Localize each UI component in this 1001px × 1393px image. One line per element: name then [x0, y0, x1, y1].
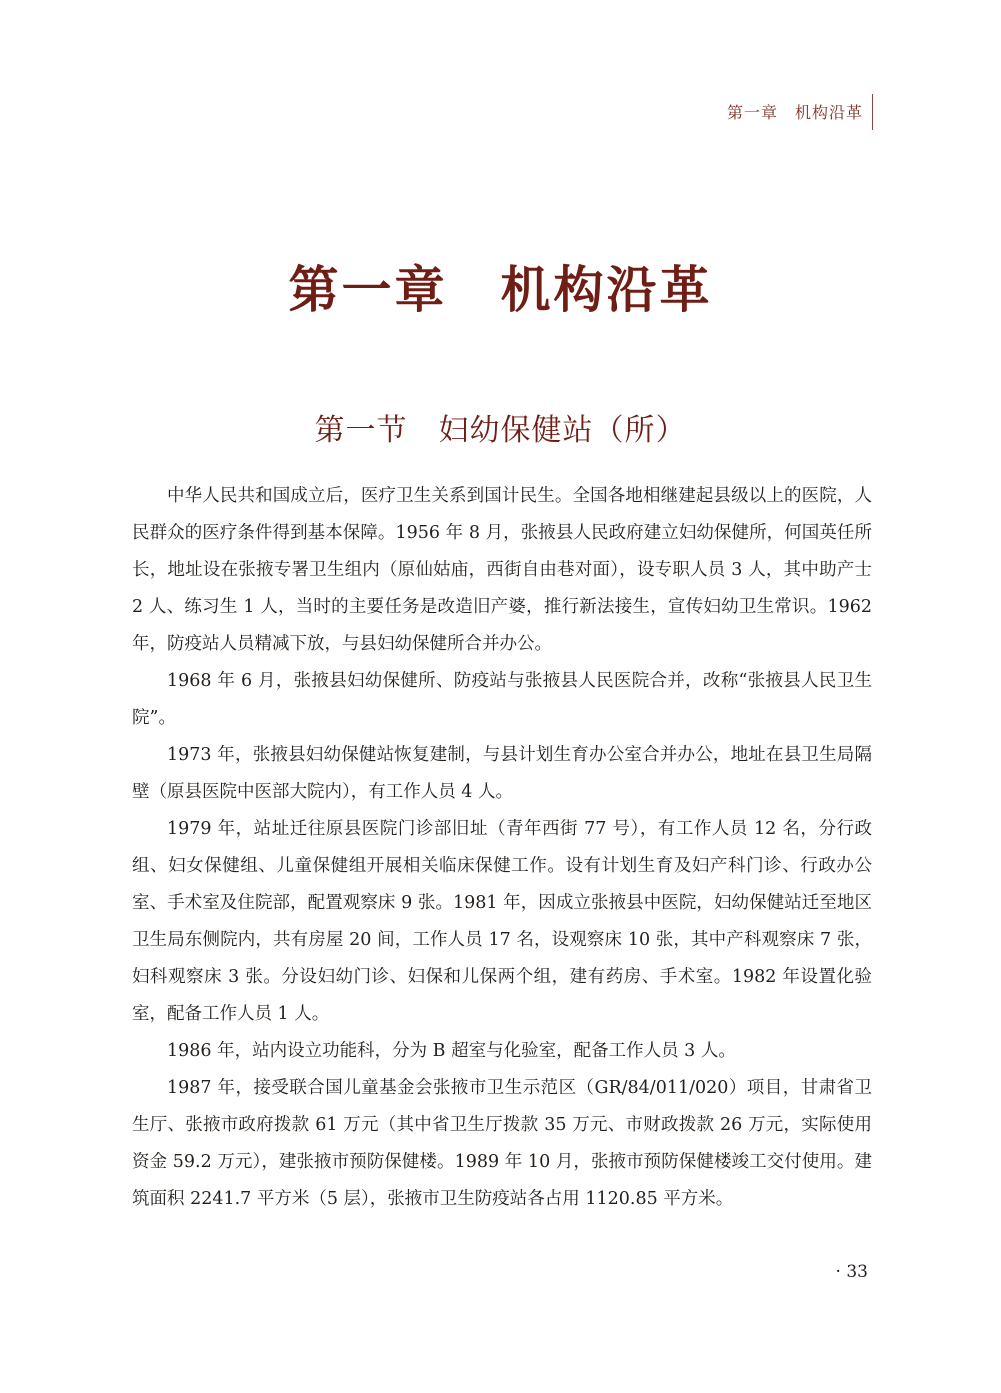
paragraph: 1973 年，张掖县妇幼保健站恢复建制，与县计划生育办公室合并办公，地址在县卫生局隔壁（原县医院中医部大院内），有工作人员 4 人。: [132, 745, 872, 802]
header-divider: [872, 94, 873, 130]
section-title: 第一节 妇幼保健站（所）: [314, 413, 687, 448]
page-number: · 33: [835, 1262, 868, 1282]
chapter-title: 第一章 机构沿革: [288, 261, 713, 319]
paragraph: 1968 年 6 月，张掖县妇幼保健所、防疫站与张掖县人民医院合并，改称“张掖县人民卫生院”。: [132, 671, 872, 728]
paragraph: 1979 年，站址迁往原县医院门诊部旧址（青年西街 77 号），有工作人员 12 名，分行政组、妇女保健组、儿童保健组开展相关临床保健工作。设有计划生育及妇产科门诊、行政办公室、手术室及住院部，配置观察床 9 张。1981 年，因成立张掖县中医院，妇幼保健站迁至地区卫生局东侧院内，共有房屋 20 间，工作人员 17 名，设观察床 10 张，其中产科观察床 7 张，妇科观察床 3 张。分设妇幼门诊、妇保和儿保两个组，建有药房、手术室。1982 年设置化验室，配备工作人员 1 人。: [132, 819, 873, 1024]
paragraph: 中华人民共和国成立后，医疗卫生关系到国计民生。全国各地相继建起县级以上的医院，人民群众的医疗条件得到基本保障。1956 年 8 月，张掖县人民政府建立妇幼保健所，何国英任所长，地址设在张掖专署卫生组内（原仙姑庙，西街自由巷对面），设专职人员 3 人，其中助产士 2 人、练习生 1 人，当时的主要任务是改造旧产婆，推行新法接生，宣传妇幼卫生常识。1962 年，防疫站人员精减下放，与县妇幼保健所合并办公。: [132, 486, 872, 654]
body-text: [132, 478, 872, 1218]
running-header: 第一章 机构沿革: [726, 103, 863, 122]
paragraph: 1986 年，站内设立功能科，分为 B 超室与化验室，配备工作人员 3 人。: [167, 1041, 736, 1061]
paragraph: 1987 年，接受联合国儿童基金会张掖市卫生示范区（GR/84/011/020）项目，甘肃省卫生厅、张掖市政府拨款 61 万元（其中省卫生厅拨款 35 万元、市财政拨款 26 万元，实际使用资金 59.2 万元），建张掖市预防保健楼。1989 年 10 月，张掖市预防保健楼竣工交付使用。建筑面积 2241.7 平方米（5 层），张掖市卫生防疫站各占用 1120.85 平方米。: [132, 1078, 872, 1209]
